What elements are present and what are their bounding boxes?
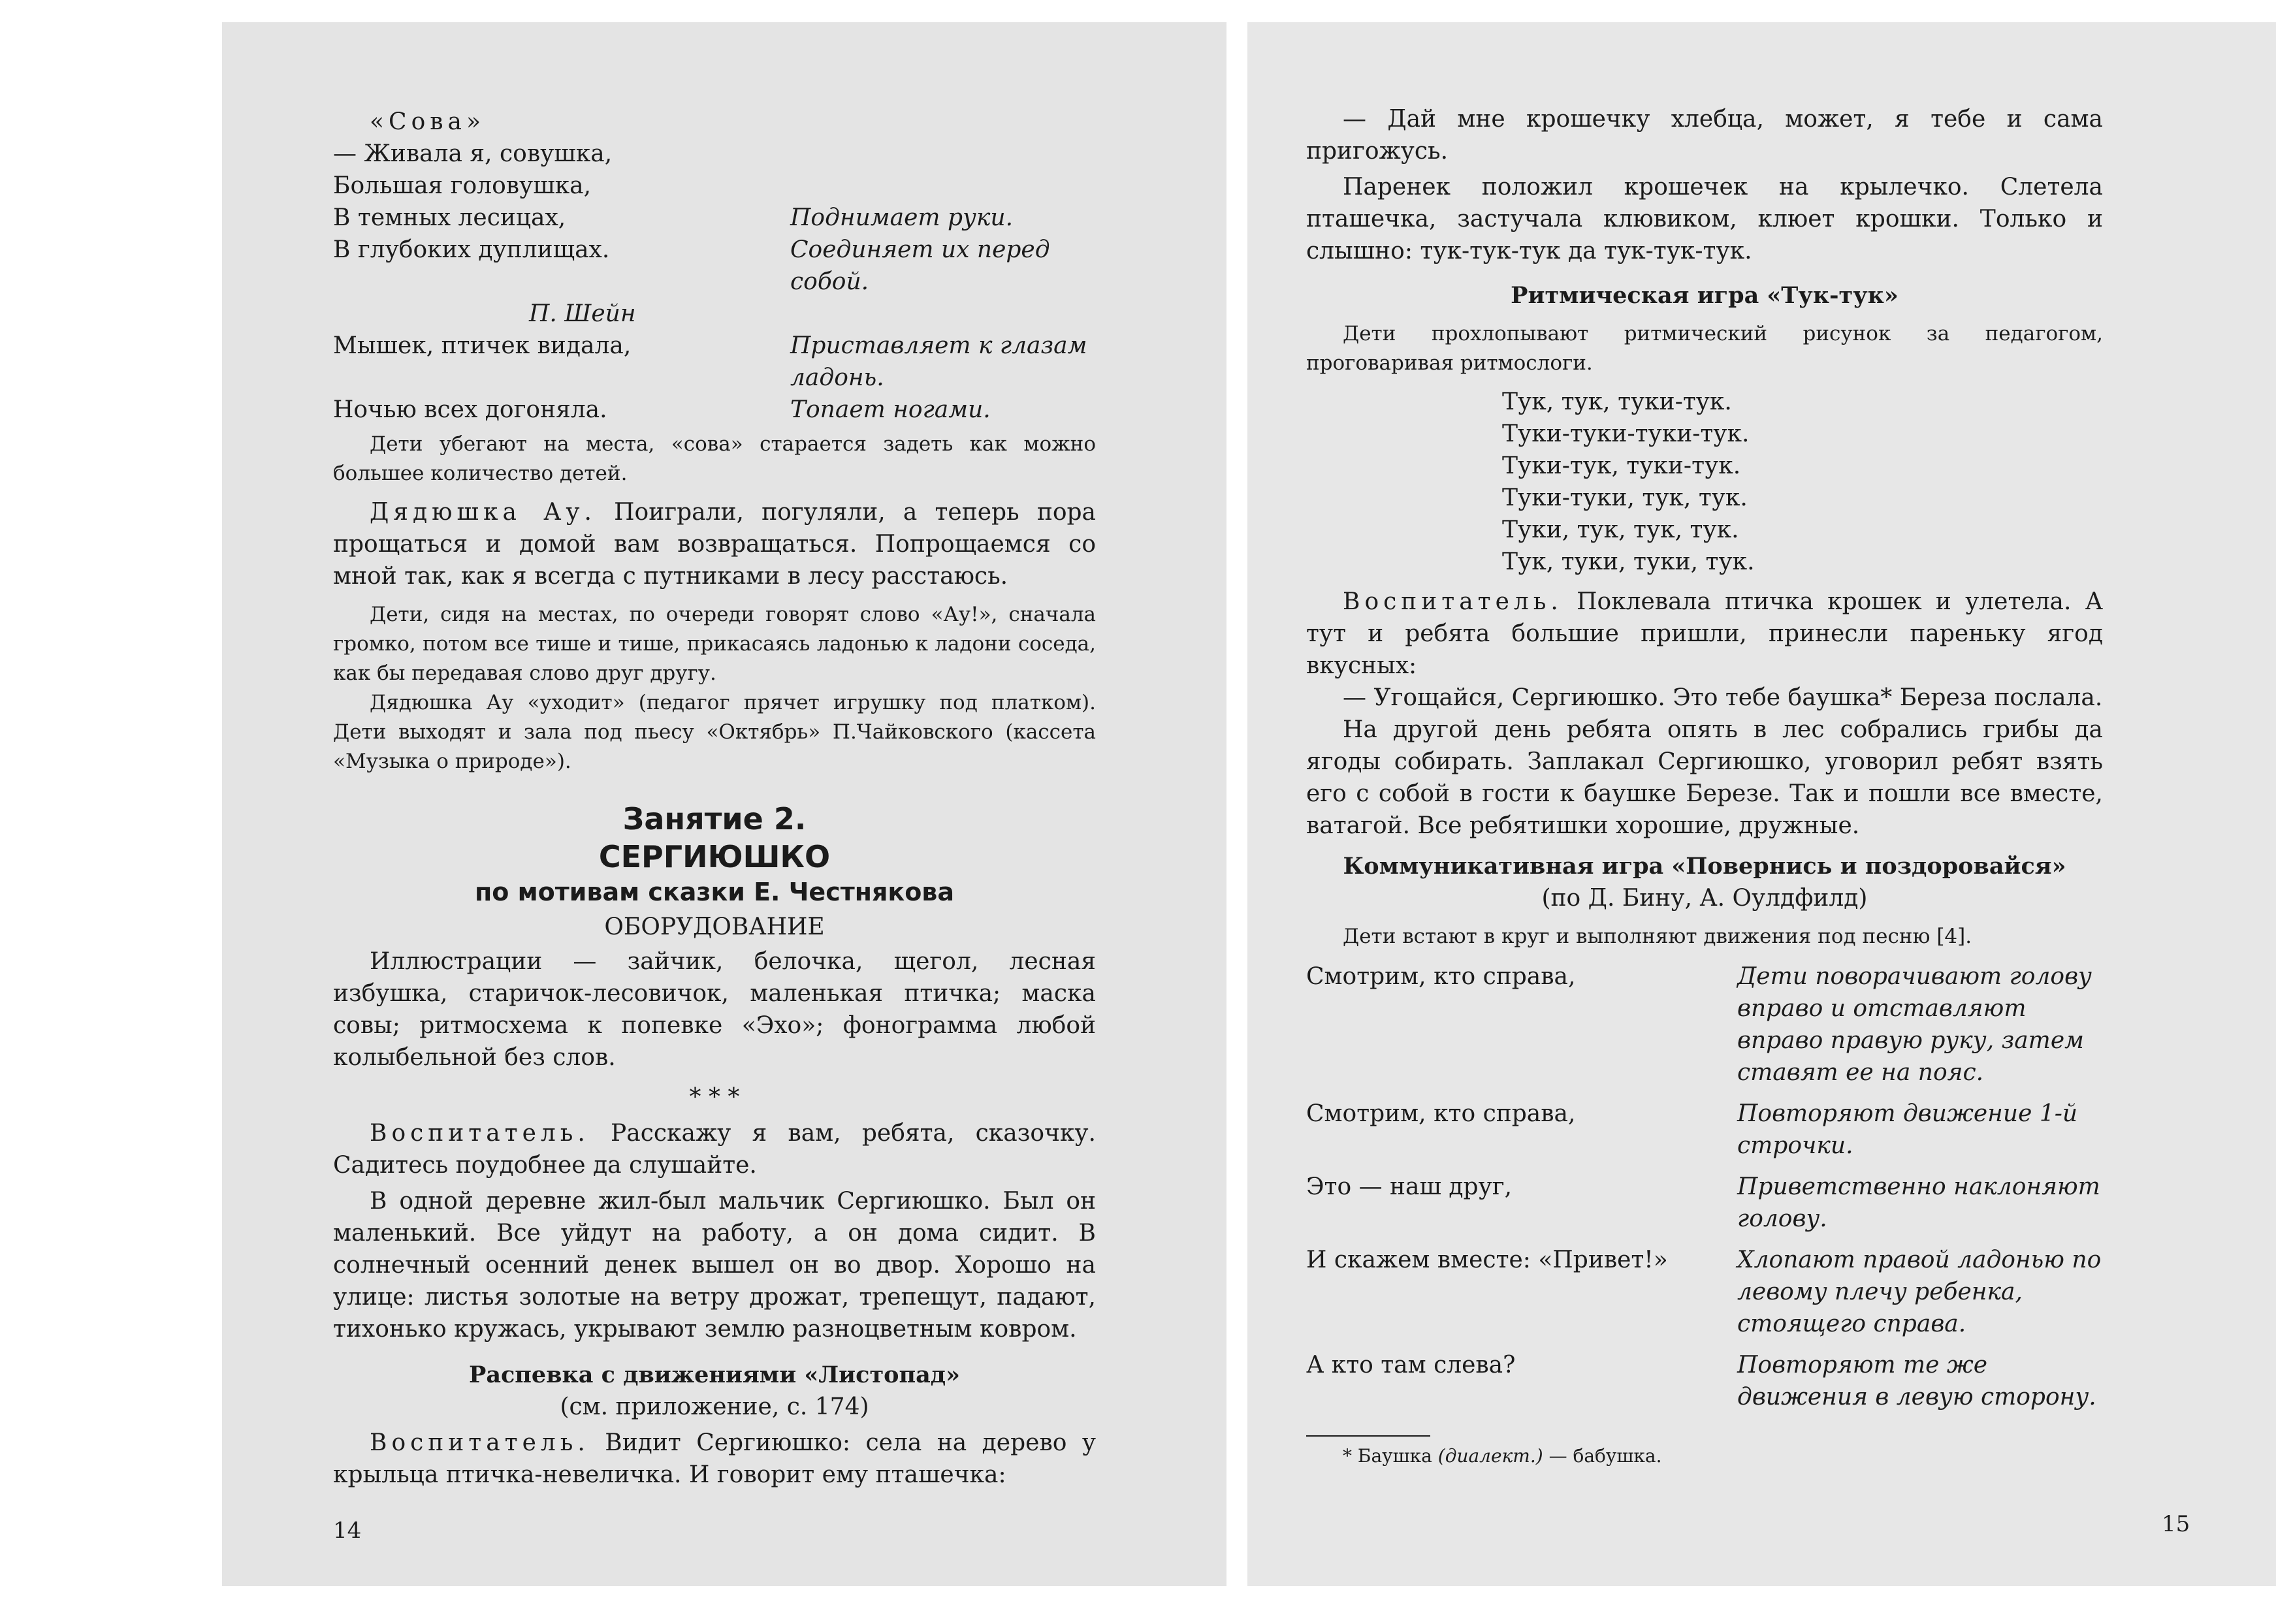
game-line: Смотрим, кто справа,: [1306, 1100, 1576, 1127]
poem-action: Соединяет их перед собой.: [790, 236, 1050, 295]
poem-line: [333, 170, 1096, 202]
rhythm-line: Туки, тук, тук, тук.: [1502, 517, 1739, 543]
poem-line: [333, 234, 1096, 298]
game-line: А кто там слева?: [1306, 1352, 1516, 1378]
lesson-subtitle: по мотивам сказки Е. Честнякова: [475, 878, 954, 906]
game-title: Коммуникативная игра «Повернись и поздоровайся»: [1343, 853, 2066, 880]
speaker: Дядюшка Ау.: [370, 499, 596, 526]
poem-text: Мышек, птичек видала,: [333, 332, 632, 359]
game-row: [1306, 1349, 2103, 1413]
poem-author: П. Шейн: [529, 300, 636, 327]
page-number: 14: [333, 1518, 362, 1544]
poem-line: [333, 394, 1096, 426]
game-title: Ритмическая игра «Тук-тук»: [1511, 282, 1899, 309]
poem-text: Ночью всех догоняла.: [333, 396, 607, 423]
footnote-dialect: (диалект.): [1437, 1445, 1543, 1467]
equipment-text: Иллюстрации — зайчик, белочка, щегол, лесная избушка, старичок-лесовичок, маленькая птичка; маска совы; ритмосхема к попевке «Эхо»; фонограмма любой колыбельной без слов.: [333, 948, 1096, 1071]
speaker: Воспитатель.: [1343, 588, 1563, 615]
rhythm-line: Тук, туки, туки, тук.: [1502, 549, 1755, 575]
game-row: [1306, 1244, 2103, 1340]
game-author: (по Д. Бину, А. Оулдфилд): [1541, 885, 1868, 912]
speech: Поиграли, погуляли, а теперь пора прощаться и домой вам возвращаться. Попрощаемся со мной так, как я всегда с путниками в лесу расстаюсь.: [333, 499, 1096, 590]
song-reference: (см. приложение, с. 174): [560, 1393, 869, 1420]
poem-text: — Живала я, совушка,: [333, 140, 613, 167]
stage-note: Дети убегают на места, «сова» старается задеть как можно большее количество детей.: [333, 432, 1096, 485]
equipment-header: ОБОРУДОВАНИЕ: [604, 914, 825, 940]
story-paragraph: На другой день ребята опять в лес собрались грибы да ягоды собирать. Заплакал Сергиюшко, уговорил ребят взять его с собой в гости к баушке Березе. Так и пошли все вместе, ватагой. Все ребятишки хорошие, дружные.: [1306, 716, 2103, 839]
song-title: Распевка с движениями «Листопад»: [469, 1361, 960, 1388]
page-gutter: [1226, 22, 1247, 1586]
speaker: Воспитатель.: [370, 1120, 590, 1147]
rhythm-line: Туки-туки, тук, тук.: [1502, 485, 1748, 511]
story-paragraph: Паренек положил крошечек на крылечко. Слетела пташечка, застучала клювиком, клюет крошки. Только и слышно: тук-тук-тук да тук-тук-тук.: [1306, 174, 2103, 264]
left-page-content: [333, 106, 1096, 1491]
stage-note: Дети встают в круг и выполняют движения под песню [4].: [1343, 925, 1972, 948]
dialogue-paragraph: [333, 1117, 1096, 1181]
speech: Поклевала птичка крошек и улетела. А тут и ребята большие пришли, принесли пареньку ягод вкусных:: [1306, 588, 2103, 679]
footnote-term: * Баушка: [1343, 1445, 1432, 1467]
page-number: 15: [2162, 1511, 2190, 1537]
stage-note: Дети, сидя на местах, по очереди говорят слово «Ау!», сначала громко, потом все тише и тише, прикасаясь ладонью к ладони соседа, как бы передавая слово друг другу.: [333, 603, 1096, 685]
right-page-content: [1306, 103, 2103, 1469]
dialogue-paragraph: [333, 496, 1096, 592]
poem-action: Приставляет к глазам ладонь.: [790, 332, 1087, 391]
game-row: [1306, 1171, 2103, 1235]
poem-action: [790, 170, 1096, 202]
rhythm-line: Туки-туки-туки-тук.: [1502, 421, 1750, 447]
poem-action: Поднимает руки.: [790, 204, 1014, 231]
stage-note: Дядюшка Ау «уходит» (педагог прячет игрушку под платком). Дети выходят и зала под пьесу «Октябрь» П.Чайковского (кассета «Музыка о природе»).: [333, 691, 1096, 773]
game-row: [1306, 1098, 2103, 1162]
game-action: Повторяют движение 1-й строчки.: [1737, 1100, 2078, 1159]
dialogue-paragraph: [1306, 586, 2103, 682]
poem-line: [333, 138, 1096, 170]
poem-line: [333, 202, 1096, 234]
poem-action: Топает ногами.: [790, 396, 991, 423]
section-divider: * * *: [689, 1084, 740, 1111]
game-line: И скажем вместе: «Привет!»: [1306, 1247, 1668, 1273]
game-action: Дети поворачивают голову вправо и отставляют вправо правую руку, затем ставят ее на пояс.: [1737, 963, 2092, 1086]
rhythm-line: Тук, тук, туки-тук.: [1502, 389, 1732, 415]
speech-paragraph: — Угощайся, Сергиюшко. Это тебе баушка* Береза послала.: [1343, 684, 2103, 711]
owl-title: «Сова»: [370, 108, 485, 135]
game-line: Смотрим, кто справа,: [1306, 963, 1576, 990]
speaker: Воспитатель.: [370, 1429, 590, 1456]
poem-text: В темных лесицах,: [333, 204, 566, 231]
game-action: Повторяют те же движения в левую сторону.: [1737, 1352, 2096, 1410]
poem-line: [333, 330, 1096, 394]
speech: Расскажу я вам, ребята, сказочку. Садитесь поудобнее да слушайте.: [333, 1120, 1096, 1179]
game-line: Это — наш друг,: [1306, 1173, 1513, 1200]
rhythm-line: Туки-тук, туки-тук.: [1502, 453, 1741, 479]
left-page: [222, 22, 1226, 1586]
game-action: Приветственно наклоняют голову.: [1737, 1173, 2100, 1232]
footnote: [1343, 1443, 2103, 1469]
footnote-meaning: — бабушка.: [1548, 1445, 1662, 1467]
game-action: Хлопают правой ладонью по левому плечу ребенка, стоящего справа.: [1737, 1247, 2102, 1337]
poem-action: [790, 138, 1096, 170]
poem-text: В глубоких дуплищах.: [333, 236, 610, 263]
poem-text: Большая головушка,: [333, 172, 592, 199]
right-page: [1247, 22, 2276, 1586]
lesson-title: Занятие 2.: [622, 801, 807, 836]
footnote-divider: [1306, 1435, 1430, 1437]
dialogue-paragraph: [333, 1427, 1096, 1491]
story-paragraph: В одной деревне жил-был мальчик Сергиюшко. Был он маленький. Все уйдут на работу, а он дома сидит. В солнечный осенний денек вышел он во двор. Хорошо на улице: листья золотые на ветру дрожат, трепещут, падают, тихонько кружась, укрывают землю разноцветным ковром.: [333, 1188, 1096, 1343]
speech: Видит Сергиюшко: села на дерево у крыльца птичка-невеличка. И говорит ему пташечка:: [333, 1429, 1096, 1488]
game-row: [1306, 961, 2103, 1089]
stage-note: Дети прохлопывают ритмический рисунок за педагогом, проговаривая ритмослоги.: [1306, 322, 2103, 375]
rhythm-block: [1306, 386, 2103, 578]
speech-paragraph: — Дай мне крошечку хлебца, может, я тебе и сама пригожусь.: [1306, 106, 2103, 165]
lesson-name: СЕРГИЮШКО: [598, 839, 831, 874]
